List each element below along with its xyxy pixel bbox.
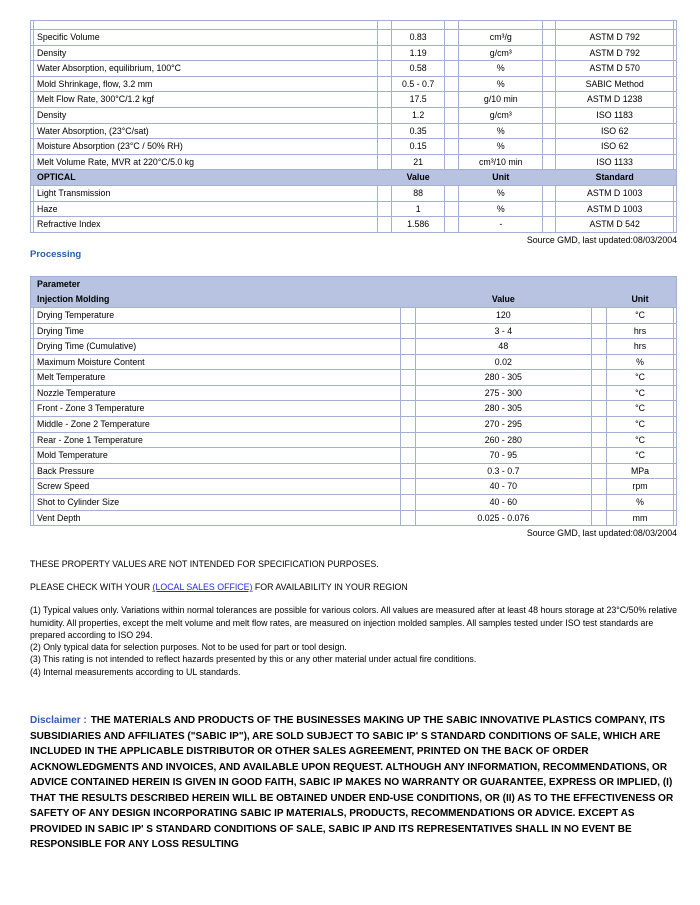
parameter-cell: Front - Zone 3 Temperature [33, 401, 401, 416]
standard-cell: SABIC Method [555, 77, 674, 92]
table-row [31, 107, 676, 123]
value-cell: 280 - 305 [415, 401, 592, 416]
property-cell: Haze [33, 202, 378, 217]
unit-column-header: Unit [631, 294, 649, 305]
value-cell: 0.15 [391, 139, 445, 154]
parameter-cell: Screw Speed [33, 479, 401, 494]
value-cell: 40 - 70 [415, 479, 592, 494]
footnote: (4) Internal measurements according to UL standards. [30, 666, 241, 677]
specification-disclaimer-line: THESE PROPERTY VALUES ARE NOT INTENDED FOR SPECIFICATION PURPOSES. [30, 559, 379, 570]
processing-heading: Processing [30, 248, 82, 260]
standard-cell: ASTM D 1003 [555, 202, 674, 217]
unit-cell [458, 21, 543, 29]
table-row [31, 478, 676, 494]
value-cell: 17.5 [391, 92, 445, 107]
parameter-cell: Maximum Moisture Content [33, 355, 401, 370]
parameter-cell: Nozzle Temperature [33, 386, 401, 401]
parameter-cell: Drying Time [33, 324, 401, 339]
unit-cell: hrs [606, 339, 674, 354]
value-column-header: Value [406, 172, 430, 183]
property-cell: Water Absorption, equilibrium, 100°C [33, 61, 378, 76]
table-row [31, 154, 676, 170]
table-row [31, 323, 676, 339]
value-cell: 0.58 [391, 61, 445, 76]
processing-rows-group [31, 307, 676, 525]
table-row [31, 76, 676, 92]
unit-cell: cm³/10 min [458, 155, 543, 170]
table-row [31, 354, 676, 370]
unit-cell: °C [606, 448, 674, 463]
parameter-header-row [31, 276, 676, 292]
value-cell: 120 [415, 308, 592, 323]
unit-cell: °C [606, 401, 674, 416]
unit-cell: % [458, 139, 543, 154]
parameter-cell: Shot to Cylinder Size [33, 495, 401, 510]
standard-cell: ISO 62 [555, 124, 674, 139]
table-row [31, 216, 676, 232]
unit-cell: % [458, 124, 543, 139]
standard-cell: ASTM D 542 [555, 217, 674, 232]
unit-cell: MPa [606, 464, 674, 479]
footnote: (3) This rating is not intended to reflect hazards presented by this or any other material under actual fire conditions. [30, 654, 477, 665]
standard-cell: ASTM D 1003 [555, 186, 674, 201]
unit-column-header: Unit [492, 172, 510, 183]
standard-cell: ASTM D 792 [555, 46, 674, 61]
unit-cell: % [458, 61, 543, 76]
table-row [31, 91, 676, 107]
parameter-cell: Mold Temperature [33, 448, 401, 463]
footnotes-block [30, 604, 677, 678]
value-cell: 70 - 95 [415, 448, 592, 463]
value-cell: 1.19 [391, 46, 445, 61]
property-cell: Refractive Index [33, 217, 378, 232]
unit-cell: rpm [606, 479, 674, 494]
property-cell: Mold Shrinkage, flow, 3.2 mm [33, 77, 378, 92]
unit-cell: cm³/g [458, 30, 543, 45]
local-sales-office-link[interactable]: (LOCAL SALES OFFICE) [152, 582, 253, 593]
table-row [31, 369, 676, 385]
source-note: Source GMD, last updated:08/03/2004 [526, 234, 677, 245]
table-row [31, 185, 676, 201]
parameter-cell: Middle - Zone 2 Temperature [33, 417, 401, 432]
table-row [31, 60, 676, 76]
unit-cell: hrs [606, 324, 674, 339]
parameter-cell: Melt Temperature [33, 370, 401, 385]
footnote: (1) Typical values only. Variations within normal tolerances are possible for various colors. All values are measured after at least 48 hours storage at 23°C/50% relative humidity. All properties, except the melt volume and melt flow rates, are measured on injection molded samples. All samples tested under ISO test standards are prepared according to ISO 294. [30, 605, 677, 640]
section-title: OPTICAL [37, 172, 76, 183]
table-row [31, 510, 676, 526]
table-row [31, 463, 676, 479]
table-row [31, 307, 676, 323]
unit-cell: % [458, 186, 543, 201]
availability-line [30, 582, 677, 592]
property-cell: Melt Volume Rate, MVR at 220°C/5.0 kg [33, 155, 378, 170]
value-cell: 280 - 305 [415, 370, 592, 385]
table-row [31, 29, 676, 45]
unit-cell: g/10 min [458, 92, 543, 107]
parameter-cell: Vent Depth [33, 511, 401, 526]
value-cell: 260 - 280 [415, 433, 592, 448]
value-cell: 0.02 [415, 355, 592, 370]
properties-rows-group [31, 29, 676, 169]
unit-cell: % [458, 202, 543, 217]
value-cell: 1.586 [391, 217, 445, 232]
group-label: Injection Molding [37, 294, 110, 305]
value-column-header: Value [491, 294, 515, 305]
table-row [31, 45, 676, 61]
availability-prefix: PLEASE CHECK WITH YOUR [30, 582, 153, 593]
unit-cell: g/cm³ [458, 46, 543, 61]
standard-cell: ISO 1183 [555, 108, 674, 123]
optical-section-header-row [31, 169, 676, 185]
disclaimer-label: Disclaimer : [30, 715, 87, 726]
table-row [31, 416, 676, 432]
optical-rows-group [31, 185, 676, 232]
value-cell: 1.2 [391, 108, 445, 123]
disclaimer-text: THE MATERIALS AND PRODUCTS OF THE BUSINESSES MAKING UP THE SABIC INNOVATIVE PLASTICS COMPANY, ITS SUBSIDIARIES AND AFFILIATES ("SABIC IP"), ARE SOLD SUBJECT TO SABIC IP' S STANDARD CONDITIONS OF SALE, WHICH ARE INCLUDED IN THE APPLICABLE DISTRIBUTOR OR OTHER SALES AGREEMENT, PRINTED ON THE BACK OF ORDER ACKNOWLEDGMENTS AND INVOICES, AND AVAILABLE UPON REQUEST. ALTHOUGH ANY INFORMATION, RECOMMENDATIONS, OR ADVICE CONTAINED HEREIN IS GIVEN IN GOOD FAITH, SABIC IP MAKES NO WARRANTY OR GUARANTEE, EXPRESS OR IMPLIED, (I) THAT THE RESULTS DESCRIBED HEREIN WILL BE OBTAINED UNDER END-USE CONDITIONS, OR (II) AS TO THE EFFECTIVENESS OR SAFETY OF ANY DESIGN INCORPORATING SABIC IP MATERIALS, PRODUCTS, RECOMMENDATIONS OR ADVICE. EXCEPT AS PROVIDED IN SABIC IP' S STANDARD CONDITIONS OF SALE, SABIC IP AND ITS REPRESENTATIVES SHALL IN NO EVENT BE RESPONSIBLE FOR ANY LOSS RESULTING [30, 715, 674, 850]
value-cell: 0.025 - 0.076 [415, 511, 592, 526]
table-row [31, 385, 676, 401]
standard-cell: ISO 62 [555, 139, 674, 154]
properties-table [30, 20, 677, 233]
value-cell: 3 - 4 [415, 324, 592, 339]
table-row [31, 123, 676, 139]
parameter-cell: Drying Temperature [33, 308, 401, 323]
property-cell: Water Absorption, (23°C/sat) [33, 124, 378, 139]
unit-cell: °C [606, 386, 674, 401]
value-cell: 1 [391, 202, 445, 217]
table-row [31, 400, 676, 416]
value-cell: 48 [415, 339, 592, 354]
value-cell: 0.3 - 0.7 [415, 464, 592, 479]
parameter-cell: Rear - Zone 1 Temperature [33, 433, 401, 448]
table-row [31, 201, 676, 217]
standard-cell: ASTM D 1238 [555, 92, 674, 107]
value-cell: 270 - 295 [415, 417, 592, 432]
table-row [31, 494, 676, 510]
property-cell: Melt Flow Rate, 300°C/1.2 kgf [33, 92, 378, 107]
value-cell: 0.83 [391, 30, 445, 45]
legal-disclaimer [30, 713, 677, 853]
property-cell: Light Transmission [33, 186, 378, 201]
standard-cell: ASTM D 570 [555, 61, 674, 76]
property-cell [33, 21, 378, 29]
unit-cell: mm [606, 511, 674, 526]
unit-cell: °C [606, 308, 674, 323]
unit-cell: % [458, 77, 543, 92]
source-note: Source GMD, last updated:08/03/2004 [526, 528, 677, 539]
unit-cell: °C [606, 433, 674, 448]
parameter-cell: Drying Time (Cumulative) [33, 339, 401, 354]
unit-cell: g/cm³ [458, 108, 543, 123]
value-cell: 88 [391, 186, 445, 201]
availability-suffix: FOR AVAILABILITY IN YOUR REGION [252, 582, 408, 593]
value-cell: 0.35 [391, 124, 445, 139]
unit-cell: % [606, 495, 674, 510]
table-cutoff-row [31, 20, 676, 29]
property-cell: Density [33, 46, 378, 61]
table-row [31, 447, 676, 463]
standard-column-header: Standard [595, 172, 634, 183]
value-cell: 275 - 300 [415, 386, 592, 401]
table-row [31, 338, 676, 354]
value-cell: 21 [391, 155, 445, 170]
unit-cell: % [606, 355, 674, 370]
unit-cell: - [458, 217, 543, 232]
standard-cell [555, 21, 674, 29]
table-row [31, 432, 676, 448]
footnote: (2) Only typical data for selection purposes. Not to be used for part or tool design. [30, 642, 347, 653]
value-cell [391, 21, 445, 29]
table-row [31, 138, 676, 154]
property-cell: Density [33, 108, 378, 123]
standard-cell: ISO 1133 [555, 155, 674, 170]
value-cell: 0.5 - 0.7 [391, 77, 445, 92]
value-cell: 40 - 60 [415, 495, 592, 510]
processing-table [30, 276, 677, 527]
parameter-column-header: Parameter [37, 278, 81, 289]
standard-cell: ASTM D 792 [555, 30, 674, 45]
property-cell: Moisture Absorption (23°C / 50% RH) [33, 139, 378, 154]
unit-cell: °C [606, 370, 674, 385]
unit-cell: °C [606, 417, 674, 432]
property-cell: Specific Volume [33, 30, 378, 45]
parameter-cell: Back Pressure [33, 464, 401, 479]
injection-molding-header-row [31, 291, 676, 307]
